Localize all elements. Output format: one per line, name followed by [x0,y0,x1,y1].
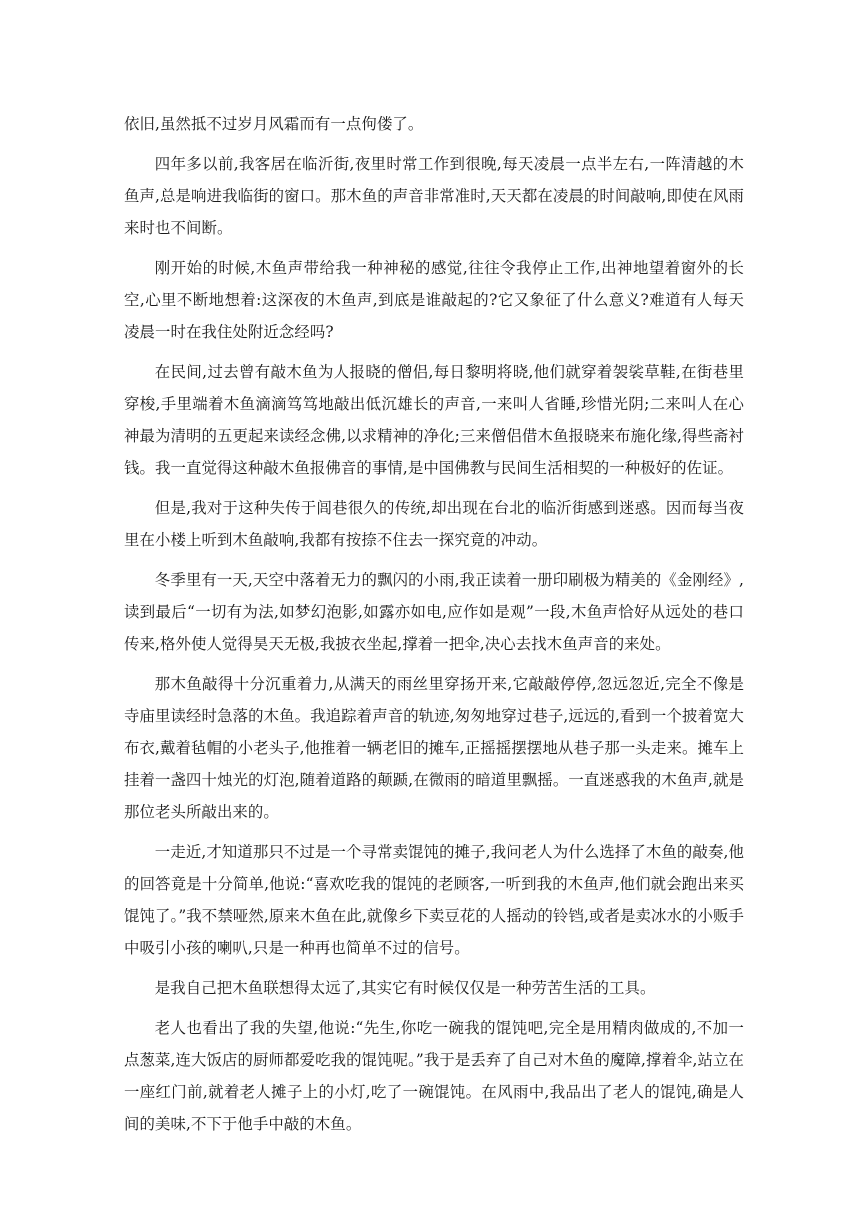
paragraph: 是我自己把木鱼联想得太远了,其实它有时候仅仅是一种劳苦生活的工具。 [154,979,656,997]
paragraph: 那木鱼敲得十分沉重着力,从满天的雨丝里穿扬开来,它敲敲停停,忽远忽近,完全不像是寺庙里读经时急落的木鱼。我追踪着声音的轨迹,匆匆地穿过巷子,远远的,看到一个披着宽大布衣,戴着毡帽的小老头子,他推着一辆老旧的摊车,正摇摇摆摆地从巷子那一头走来。摊车上挂着一盏四十烛光的灯泡,随着道路的颠踬,在微雨的暗道里飘摇。一直迷惑我的木鱼声,就是那位老头所敲出来的。 [124,675,744,821]
paragraph: 一走近,才知道那只不过是一个寻常卖馄饨的摊子,我问老人为什么选择了木鱼的敲奏,他的回答竟是十分简单,他说:“喜欢吃我的馄饨的老顾客,一听到我的木鱼声,他们就会跑出来买馄饨了。”我不禁哑然,原来木鱼在此,就像乡下卖豆花的人摇动的铃铛,或者是卖冰水的小贩手中吸引小孩的喇叭,只是一种再也简单不过的信号。 [124,843,744,957]
paragraph: 但是,我对于这种失传于闾巷很久的传统,却出现在台北的临沂街感到迷惑。因而每当夜里在小楼上听到木鱼敲响,我都有按捺不住去一探究竟的冲动。 [124,499,744,549]
document-body [124,108,744,1148]
paragraph: 刚开始的时候,木鱼声带给我一种神秘的感觉,往往令我停止工作,出神地望着窗外的长空,心里不断地想着:这深夜的木鱼声,到底是谁敲起的?它又象征了什么意义?难道有人每天凌晨一时在我住处附近念经吗? [124,259,744,341]
paragraph: 在民间,过去曾有敲木鱼为人报晓的僧侣,每日黎明将晓,他们就穿着袈裟草鞋,在街巷里穿梭,手里端着木鱼滴滴笃笃地敲出低沉雄长的声音,一来叫人省睡,珍惜光阴;二来叫人在心神最为清明的五更起来读经念佛,以求精神的净化;三来僧侣借木鱼报晓来布施化缘,得些斋衬钱。我一直觉得这种敲木鱼报佛音的事情,是中国佛教与民间生活相契的一种极好的佐证。 [124,363,744,477]
paragraph: 冬季里有一天,天空中落着无力的飘闪的小雨,我正读着一册印刷极为精美的《金刚经》,读到最后“一切有为法,如梦幻泡影,如露亦如电,应作如是观”一段,木鱼声恰好从远处的巷口传来,格外使人觉得昊天无极,我披衣坐起,撑着一把伞,决心去找木鱼声音的来处。 [124,571,744,653]
paragraph: 四年多以前,我客居在临沂街,夜里时常工作到很晚,每天凌晨一点半左右,一阵清越的木鱼声,总是响进我临街的窗口。那木鱼的声音非常准时,天天都在凌晨的时间敲响,即使在风雨来时也不间断。 [124,155,744,237]
paragraph-continuation: 依旧,虽然抵不过岁月风霜而有一点佝偻了。 [124,115,424,133]
paragraph: 老人也看出了我的失望,他说:“先生,你吃一碗我的馄饨吧,完全是用精肉做成的,不加一点葱菜,连大饭店的厨师都爱吃我的馄饨呢。”我于是丢弃了自己对木鱼的魔障,撑着伞,站立在一座红门前,就着老人摊子上的小灯,吃了一碗馄饨。在风雨中,我品出了老人的馄饨,确是人间的美味,不下于他手中敲的木鱼。 [124,1019,744,1133]
